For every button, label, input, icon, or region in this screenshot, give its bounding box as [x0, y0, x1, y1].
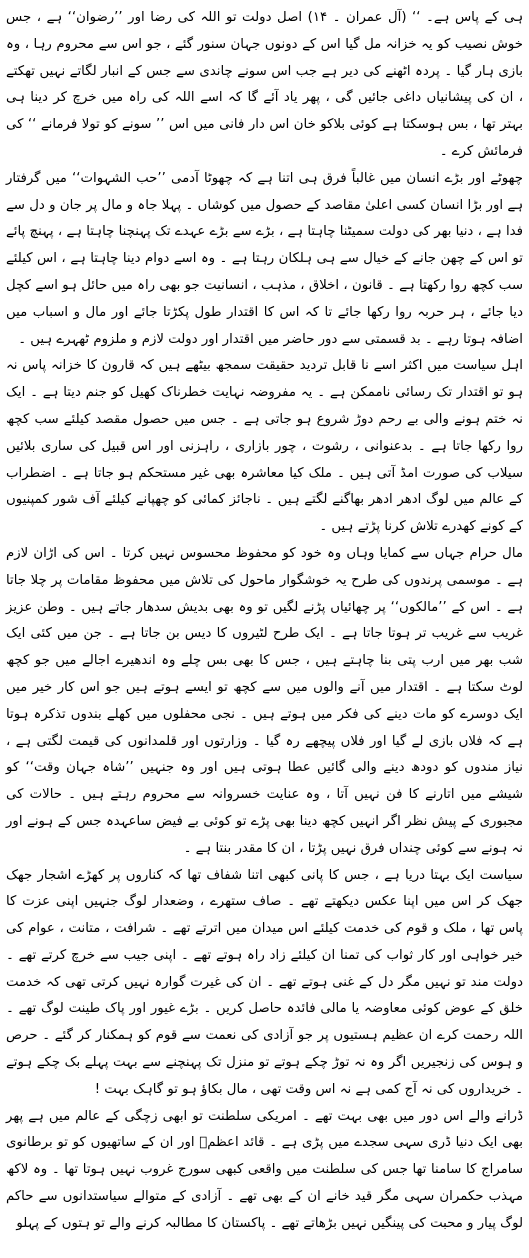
paragraph-3: اہل سیاست میں اکثر اسے نا قابل تردید حقیقت سمجھ بیٹھے ہیں کہ قارون کا خزانہ پاس نہ ہو تو اقتدار تک رسائی ناممکن ہے ۔ یہ مفروضہ نہایت خطرناک کھیل کو جنم دیتا ہے ۔ ایک نہ ختم ہونے والی بے رحم دوڑ شروع ہو جاتی ہے ۔ جس میں حصول مقصد کیلئے سب کچھ روا رکھا جاتا ہے ۔ بدعنوانی ، رشوت ، چور بازاری ، راہزنی اور اس قبیل کی ساری بلائیں سیلاب کی صورت امڈ آتی ہیں ۔ ملک کیا معاشرہ بھی غیر مستحکم ہو جاتا ہے ۔ اضطراب کے عالم میں لوگ ادھر ادھر بھاگنے لگتے ہیں ۔ ناجائز کمائی کو چھپانے کیلئے آف شور کمپنیوں کے کونے کھدرے تلاش کرنا پڑتے ہیں ۔	[6, 358, 523, 535]
paragraph-6: ڈرانے والے اس دور میں بھی بہت تھے ۔ امریکی سلطنت تو ابھی زچگی کے عالم میں ہے پھر بھی ایک دنیا ڈری سہی سجدے میں پڑی ہے ۔ قائد اعظمؒ اور ان کے ساتھیوں کو تو برطانوی سامراج کا سامنا تھا جس کی سلطنت میں واقعی کبھی سورج غروب نہیں ہوتا تھا ۔ وہ لاکھ مہذب حکمران سہی مگر قید خانے ان کے بھی تھے ۔ آزادی کے متوالے سیاستدانوں سے حاکم لوگ پیار و محبت کی پینگیں نہیں بڑھاتے تھے ۔ پاکستان کا مطالبہ کرنے والے تو ہتوں کے پہلو	[6, 1108, 523, 1231]
paragraph-1: ہی کے پاس ہے۔ ‘‘ (آل عمران ۔ ۱۴) اصل دولت تو اللہ کی رضا اور ’’رضوان‘‘ ہے ، جس خوش نصیب کو یہ خزانہ مل گیا اس کے دونوں جہان سنور گئے ، جو اس سے محروم رہا ، وہ بازی ہار گیا ۔ پردہ اٹھنے کی دیر ہے جب اس سونے چاندی سے جس کے انبار لگاتے نہیں تھکتے ، ان کی پیشانیاں داغی جائیں گی ، پھر یاد آئے گا کہ اسے اللہ کی راہ میں خرچ کر دینا ہی بہتر تھا ، بس ہوسکتا ہے کوئی بلاکو خان اس دار فانی میں اس ’’ سونے کو تولا فرمانے ‘‘ کی فرمائش کرے ۔	[6, 10, 524, 159]
paragraph-5: سیاست ایک بہتا دریا ہے ، جس کا پانی کبھی اتنا شفاف تھا کہ کناروں پر کھڑے اشجار جھک جھک کر اس میں اپنا عکس دیکھتے تھے ۔ صاف ستھرے ، وضعدار لوگ جنہیں اپنی عزت کا پاس تھا ، ملک و قوم کی خدمت کیلئے اس میدان میں اترتے تھے ۔ شرافت ، متانت ، عوام کی خیر خواہی اور کار ثواب کی تمنا ان کیلئے زاد راہ ہوتے تھے ۔ اپنی جیب سے خرچ کرتے تھے ۔ دولت مند تو نہیں مگر دل کے غنی ہوتے تھے ۔ ان کی غیرت گوارہ نہیں کرتی تھی کہ خدمت خلق کے عوض کوئی معاوضہ یا مالی فائدہ حاصل کریں ۔ بڑے غیور اور پاک طینت لوگ تھے ۔ اللہ رحمت کرے ان عظیم ہستیوں پر جو آزادی کی نعمت سے قوم کو ہمکنار کر گئے ۔ حرص و ہوس کی زنجیریں اگر وہ نہ توڑ چکے ہوتے تو منزل تک پہنچنے سے بہت پہلے بک چکے ہوتے ۔ خریداروں کی نہ آج کمی ہے نہ اس وقت تھی ، مال بکاؤ ہو تو گاہک بہت !	[6, 867, 523, 1097]
article-body	[6, 5, 523, 1238]
paragraph-2: چھوٹے اور بڑے انسان میں غالباً فرق ہی اتنا ہے کہ چھوٹا آدمی ’’حب الشہوات‘‘ میں گرفتار ہے اور بڑا انسان کسی اعلیٰ مقاصد کے حصول میں کوشاں ۔ پہلا جاہ و مال پر جان و دل سے فدا ہے ، دنیا بھر کی دولت سمیٹنا چاہتا ہے ، بڑے سے بڑے عہدے تک پہنچنا چاہتا ہے ، پہنچ پائے تو اس کے چھن جانے کے خیال سے ہی ہلکان رہتا ہے ۔ وہ اسے دوام دینا چاہتا ہے ، اس کیلئے سب کچھ روا رکھتا ہے ۔ قانون ، اخلاق ، مذہب ، انسانیت جو بھی راہ میں حائل ہو اسے کچل دیا جائے ، ہر حربہ روا رکھا جائے تا کہ اس کا اقتدار طول پکڑتا جائے اور مال و اسباب میں اضافہ ہوتا رہے ۔ بد قسمتی سے دور حاضر میں اقتدار اور دولت لازم و ملزوم ٹھہرے ہیں ۔	[6, 170, 523, 347]
paragraph-4: مال حرام جہاں سے کمایا وہاں وہ خود کو محفوظ محسوس نہیں کرتا ۔ اس کی اڑان لازم ہے ۔ موسمی پرندوں کی طرح یہ خوشگوار ماحول کی تلاش میں محفوظ مقامات پر چلا جاتا ہے ۔ اس کے ’’مالکوں‘‘ پر چھائیاں پڑنے لگیں تو وہ بھی بدیش سدھار جاتے ہیں ۔ وطن عزیز غریب سے غریب تر ہوتا جاتا ہے ۔ ایک طرح لٹیروں کا دیس بن جاتا ہے ۔ جن میں کئی ایک شب بھر میں ارب پتی بنا چاہتے ہیں ، جس کا بھی بس چلے وہ اندھیرے اجالے میں جو کچھ لوٹ سکتا ہے ۔ اقتدار میں آنے والوں میں سے کچھ تو ایسے ہوتے ہیں جو اس کار خیر میں ایک دوسرے کو مات دینے کی فکر میں ہوتے ہیں ۔ نجی محفلوں میں کھلے بندوں تذکرہ ہوتا ہے کہ فلاں بازی لے گیا اور فلاں پیچھے رہ گیا ۔ وزارتوں اور قلمدانوں کی قیمت لگتی ہے ، نیاز مندوں کو دودھ دینے والی گائیں عطا ہوتی ہیں اور وہ جنہیں ’’شاہ جہان وقت‘‘ کو شیشے میں اتارنے کا فن نہیں آتا ، وہ عنایت خسروانہ سے محروم رہتے ہیں ۔ حالات کی مجبوری کے پیش نظر اگر انہیں کچھ دینا بھی پڑے تو کوئی بے فیض ساعہدہ جس کے ہونے اور نہ ہونے سے کوئی چنداں فرق نہیں پڑتا ، ان کا مقدر بنتا ہے ۔	[6, 545, 523, 856]
